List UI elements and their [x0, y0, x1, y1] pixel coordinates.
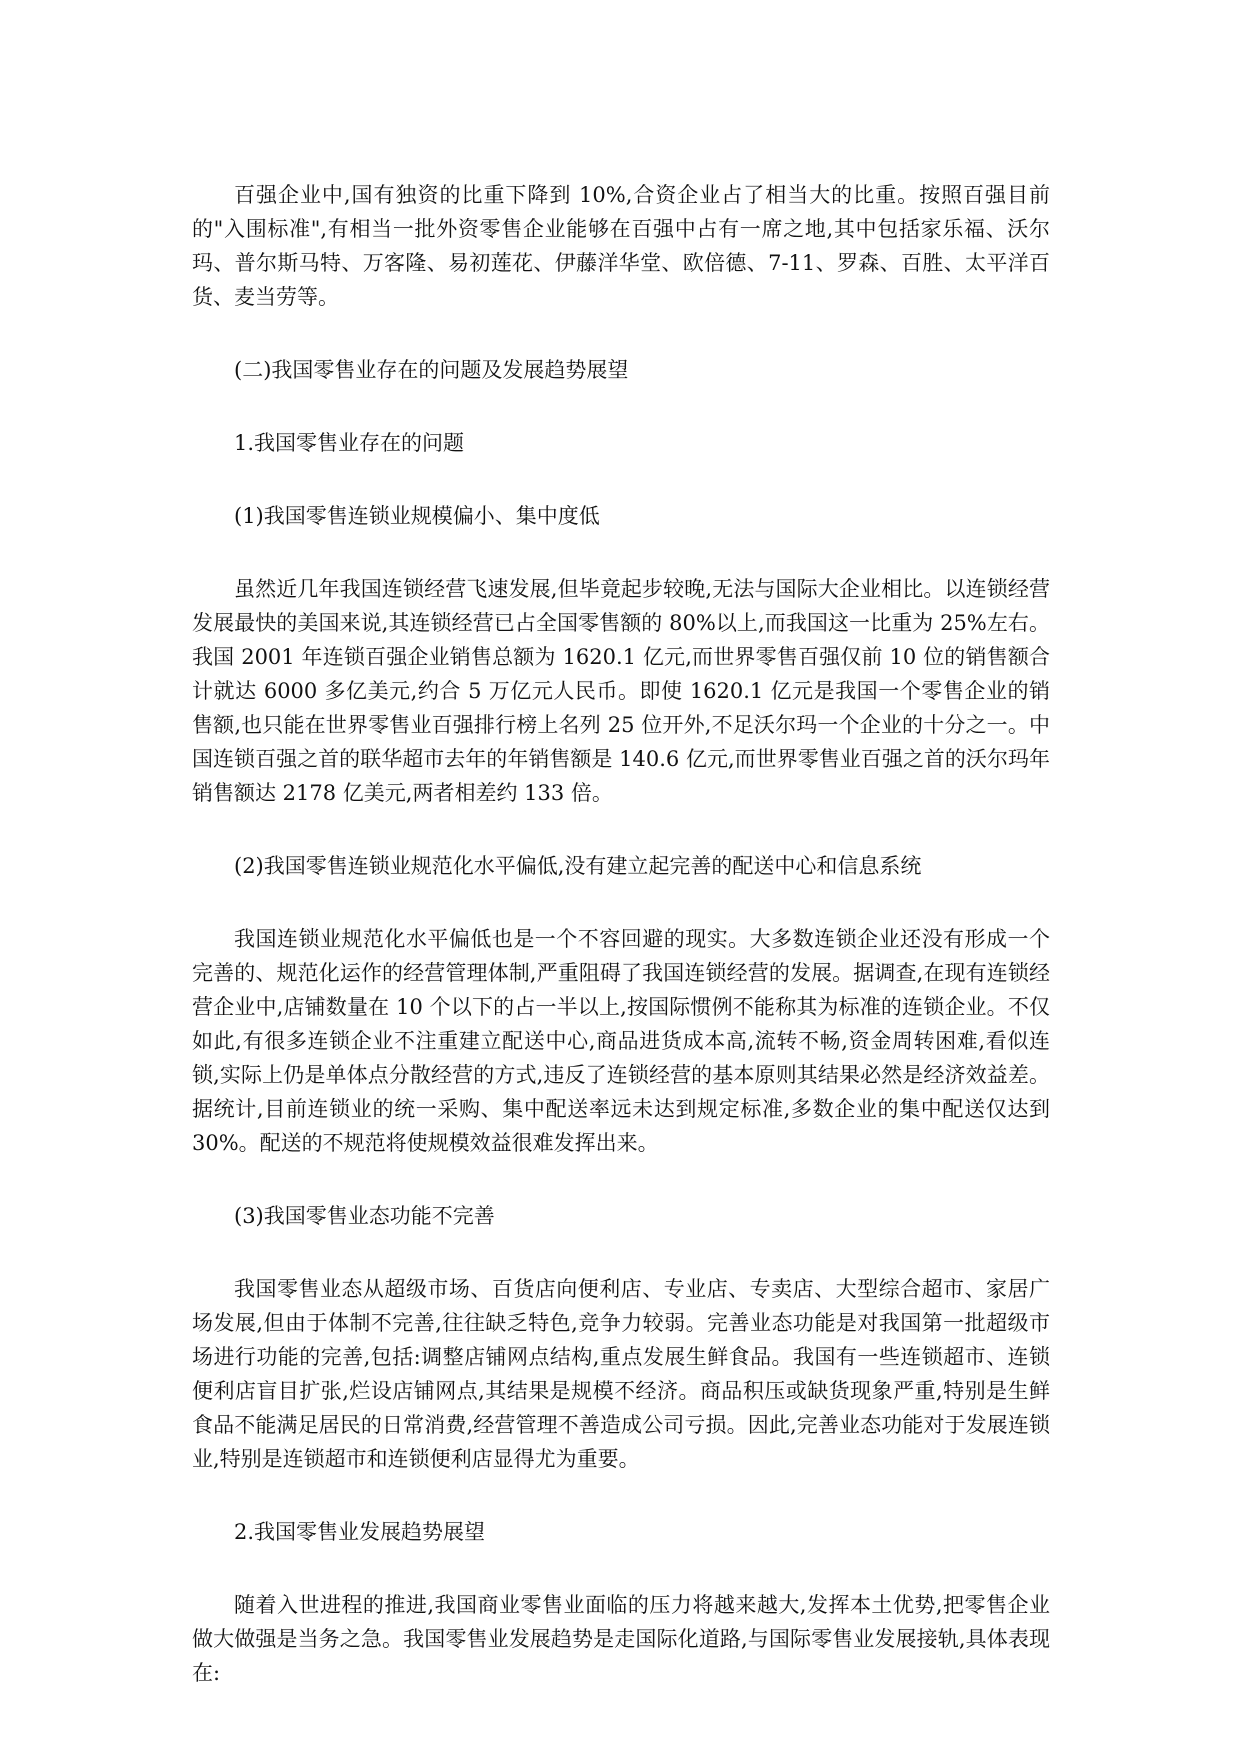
subheading-standardization: (2)我国零售连锁业规范化水平偏低,没有建立起完善的配送中心和信息系统	[234, 854, 922, 878]
paragraph-scale-comparison: 虽然近几年我国连锁经营飞速发展,但毕竟起步较晚,无法与国际大企业相比。以连锁经营发展最快的美国来说,其连锁经营已占全国零售额的 80%以上,而我国这一比重为 25%左右。我国 2001 年连锁百强企业销售总额为 1620.1 亿元,而世界零售百强仅前 10 位的销售额合计就达 6000 多亿美元,约合 5 万亿元人民币。即使 1620.1 亿元是我国一个零售企业的销售额,也只能在世界零售业百强排行榜上名列 25 位开外,不足沃尔玛一个企业的十分之一。中国连锁百强之首的联华超市去年的年销售额是 140.6 亿元,而世界零售业百强之首的沃尔玛年销售额达 2178 亿美元,两者相差约 133 倍。	[192, 577, 1050, 805]
paragraph-standardization: 我国连锁业规范化水平偏低也是一个不容回避的现实。大多数连锁企业还没有形成一个完善的、规范化运作的经营管理体制,严重阻碍了我国连锁经营的发展。据调查,在现有连锁经营企业中,店铺数量在 10 个以下的占一半以上,按国际惯例不能称其为标准的连锁企业。不仅如此,有很多连锁企业不注重建立配送中心,商品进货成本高,流转不畅,资金周转困难,看似连锁,实际上仍是单体点分散经营的方式,违反了连锁经营的基本原则其结果必然是经济效益差。据统计,目前连锁业的统一采购、集中配送率远未达到规定标准,多数企业的集中配送仅达到 30%。配送的不规范将使规模效益很难发挥出来。	[192, 927, 1050, 1155]
paragraph-foreign-retailers: 百强企业中,国有独资的比重下降到 10%,合资企业占了相当大的比重。按照百强目前的"入围标准",有相当一批外资零售企业能够在百强中占有一席之地,其中包括家乐福、沃尔玛、普尔斯马特、万客隆、易初莲花、伊藤洋华堂、欧倍德、7-11、罗森、百胜、太平洋百货、麦当劳等。	[192, 183, 1050, 309]
subheading-small-scale: (1)我国零售连锁业规模偏小、集中度低	[234, 504, 600, 528]
paragraph-development-trends: 随着入世进程的推进,我国商业零售业面临的压力将越来越大,发挥本土优势,把零售企业做大做强是当务之急。我国零售业发展趋势是走国际化道路,与国际零售业发展接轨,具体表现在:	[192, 1593, 1050, 1685]
paragraph-format-functions: 我国零售业态从超级市场、百货店向便利店、专业店、专卖店、大型综合超市、家居广场发展,但由于体制不完善,往往缺乏特色,竞争力较弱。完善业态功能是对我国第一批超级市场进行功能的完善,包括:调整店铺网点结构,重点发展生鲜食品。我国有一些连锁超市、连锁便利店盲目扩张,烂设店铺网点,其结果是规模不经济。商品积压或缺货现象严重,特别是生鲜食品不能满足居民的日常消费,经营管理不善造成公司亏损。因此,完善业态功能对于发展连锁业,特别是连锁超市和连锁便利店显得尤为重要。	[192, 1277, 1050, 1471]
subheading-development-trends: 2.我国零售业发展趋势展望	[234, 1520, 486, 1544]
subheading-format-functions: (3)我国零售业态功能不完善	[234, 1204, 495, 1228]
subheading-existing-problems: 1.我国零售业存在的问题	[234, 431, 465, 455]
document-body	[192, 178, 1050, 1690]
section-heading-problems-and-trends: (二)我国零售业存在的问题及发展趋势展望	[234, 358, 629, 382]
